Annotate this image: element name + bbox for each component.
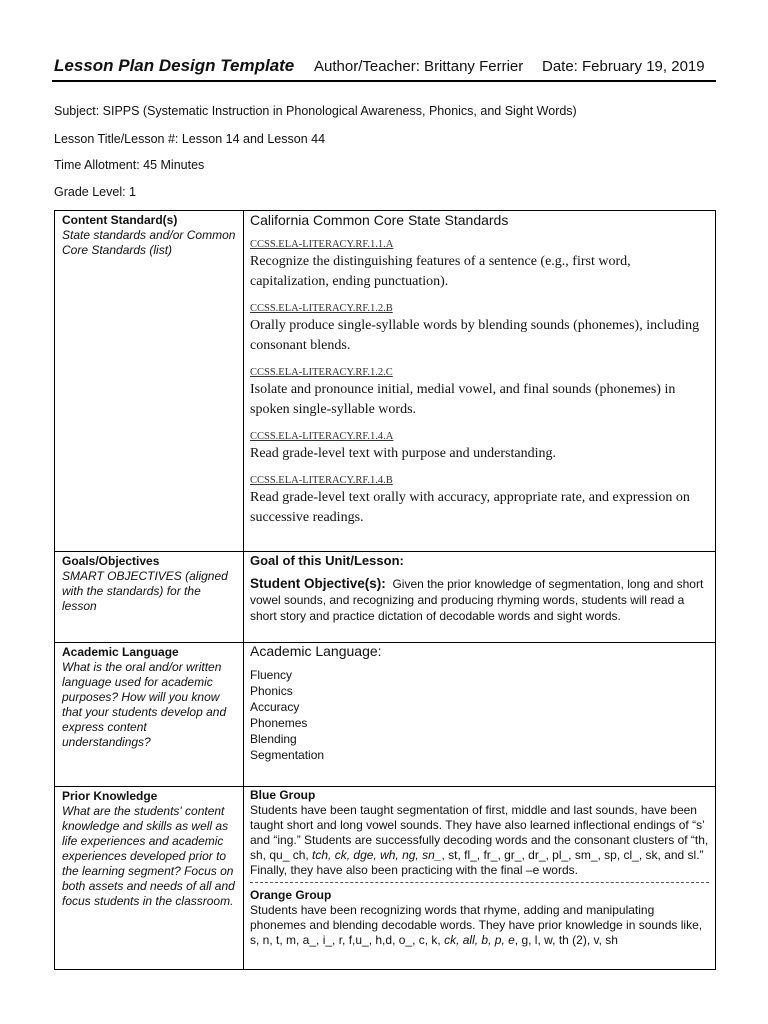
list-item: Phonics [250, 684, 293, 698]
standard-text: Read grade-level text orally with accuracy, appropriate rate, and expression on successive readings. [250, 490, 690, 525]
academic-language-label-cell [55, 643, 244, 787]
standard-item [250, 302, 709, 356]
academic-language-heading: Academic Language: [250, 643, 382, 659]
list-item: Accuracy [250, 700, 300, 714]
objective-text: Given the prior knowledge of segmentation, long and short vowel sounds, and recognizing and producing rhyming words, students will read a short story and practice dictation of decodable words and sight words. [250, 577, 704, 623]
standard-text: Recognize the distinguishing features of a sentence (e.g., first word, capitalization, ending punctuation). [250, 254, 631, 289]
standard-text: Isolate and pronounce initial, medial vowel, and final sounds (phonemes) in spoken single-syllable words. [250, 382, 676, 417]
standard-code-link[interactable]: CCSS.ELA-LITERACY.RF.1.4.A [250, 431, 394, 442]
goals-label: Goals/Objectives [62, 554, 160, 568]
academic-terms-list [250, 667, 709, 763]
content-standards-label-cell [55, 211, 244, 552]
lesson-title-line: Lesson Title/Lesson #: Lesson 14 and Lesson 44 [54, 132, 326, 146]
academic-language-label: Academic Language [62, 645, 179, 659]
author-teacher: Author/Teacher: Brittany Ferrier [314, 58, 524, 75]
subject-line: Subject: SIPPS (Systematic Instruction in Phonological Awareness, Phonics, and Sight Words) [54, 104, 577, 118]
lesson-plan-table [54, 210, 716, 970]
standards-heading: California Common Core State Standards [250, 212, 509, 228]
standard-code-link[interactable]: CCSS.ELA-LITERACY.RF.1.2.C [250, 367, 393, 378]
academic-language-description: What is the oral and/or written language used for academic purposes? How will you know that your students develop and express content understandings? [62, 660, 227, 749]
standard-item [250, 430, 709, 464]
goal-heading: Goal of this Unit/Lesson: [250, 553, 404, 568]
standard-code-link[interactable]: CCSS.ELA-LITERACY.RF.1.2.B [250, 303, 393, 314]
prior-knowledge-cell [244, 787, 716, 970]
standard-item [250, 238, 709, 292]
list-item: Phonemes [250, 716, 308, 730]
list-item: Segmentation [250, 748, 325, 762]
prior-knowledge-label-cell [55, 787, 244, 970]
prior-knowledge-label: Prior Knowledge [62, 789, 158, 803]
time-allotment-line: Time Allotment: 45 Minutes [54, 158, 205, 172]
content-standards-description: State standards and/or Common Core Standards (list) [62, 228, 236, 257]
standard-item [250, 366, 709, 420]
orange-group-text: Students have been recognizing words that rhyme, adding and manipulating phonemes and blending decodable words. They have prior knowledge in sounds like, s, n, t, m, a_, i_, r, f,u_, h,d, o_, c, k, ck, all, b, p, e, g, l, w, th (2), v, sh [250, 903, 703, 947]
document-header [52, 56, 716, 82]
blue-group-text: Students have been taught segmentation of first, middle and last sounds, have been taught short and long vowel sounds. They have also learned inflectional endings of “s’ and “ing.” Students are successfully decoding words and the consonant clusters of “th, sh, qu_ ch, tch, ck, dge, wh, ng, sn_, st, fl_, fr_, gr_, dr_, pl_, sm_, sp, cl_, sk, and sl.” Finally, they have also been practicing with the final –e words. [250, 803, 709, 877]
academic-language-cell [244, 643, 716, 787]
dashed-divider [250, 882, 709, 883]
standard-code-link[interactable]: CCSS.ELA-LITERACY.RF.1.4.B [250, 475, 393, 486]
prior-knowledge-description: What are the students' content knowledge and skills as well as life experiences and academic experiences developed prior to the learning segment? Focus on both assets and needs of all and focus students in the classroom. [62, 804, 235, 908]
blue-group-title: Blue Group [250, 788, 316, 802]
standard-item [250, 474, 709, 528]
content-standards-label: Content Standard(s) [62, 213, 178, 227]
table-row-prior-knowledge [55, 787, 716, 970]
goals-label-cell [55, 552, 244, 643]
goals-description: SMART OBJECTIVES (aligned with the standards) for the lesson [62, 569, 228, 613]
table-row-goals [55, 552, 716, 643]
table-row-academic-language [55, 643, 716, 787]
table-row-content-standards [55, 211, 716, 552]
objective-label: Student Objective(s): [250, 576, 386, 591]
document-date: Date: February 19, 2019 [542, 58, 705, 75]
student-objective [250, 576, 709, 624]
list-item: Blending [250, 732, 297, 746]
standard-text: Orally produce single-syllable words by blending sounds (phonemes), including consonant blends. [250, 318, 700, 353]
list-item: Fluency [250, 668, 293, 682]
goals-cell [244, 552, 716, 643]
standard-code-link[interactable]: CCSS.ELA-LITERACY.RF.1.1.A [250, 239, 394, 250]
document-title: Lesson Plan Design Template [54, 56, 295, 75]
content-standards-cell [244, 211, 716, 552]
grade-level-line: Grade Level: 1 [54, 185, 136, 199]
standard-text: Read grade-level text with purpose and understanding. [250, 446, 556, 461]
orange-group-title: Orange Group [250, 888, 332, 902]
